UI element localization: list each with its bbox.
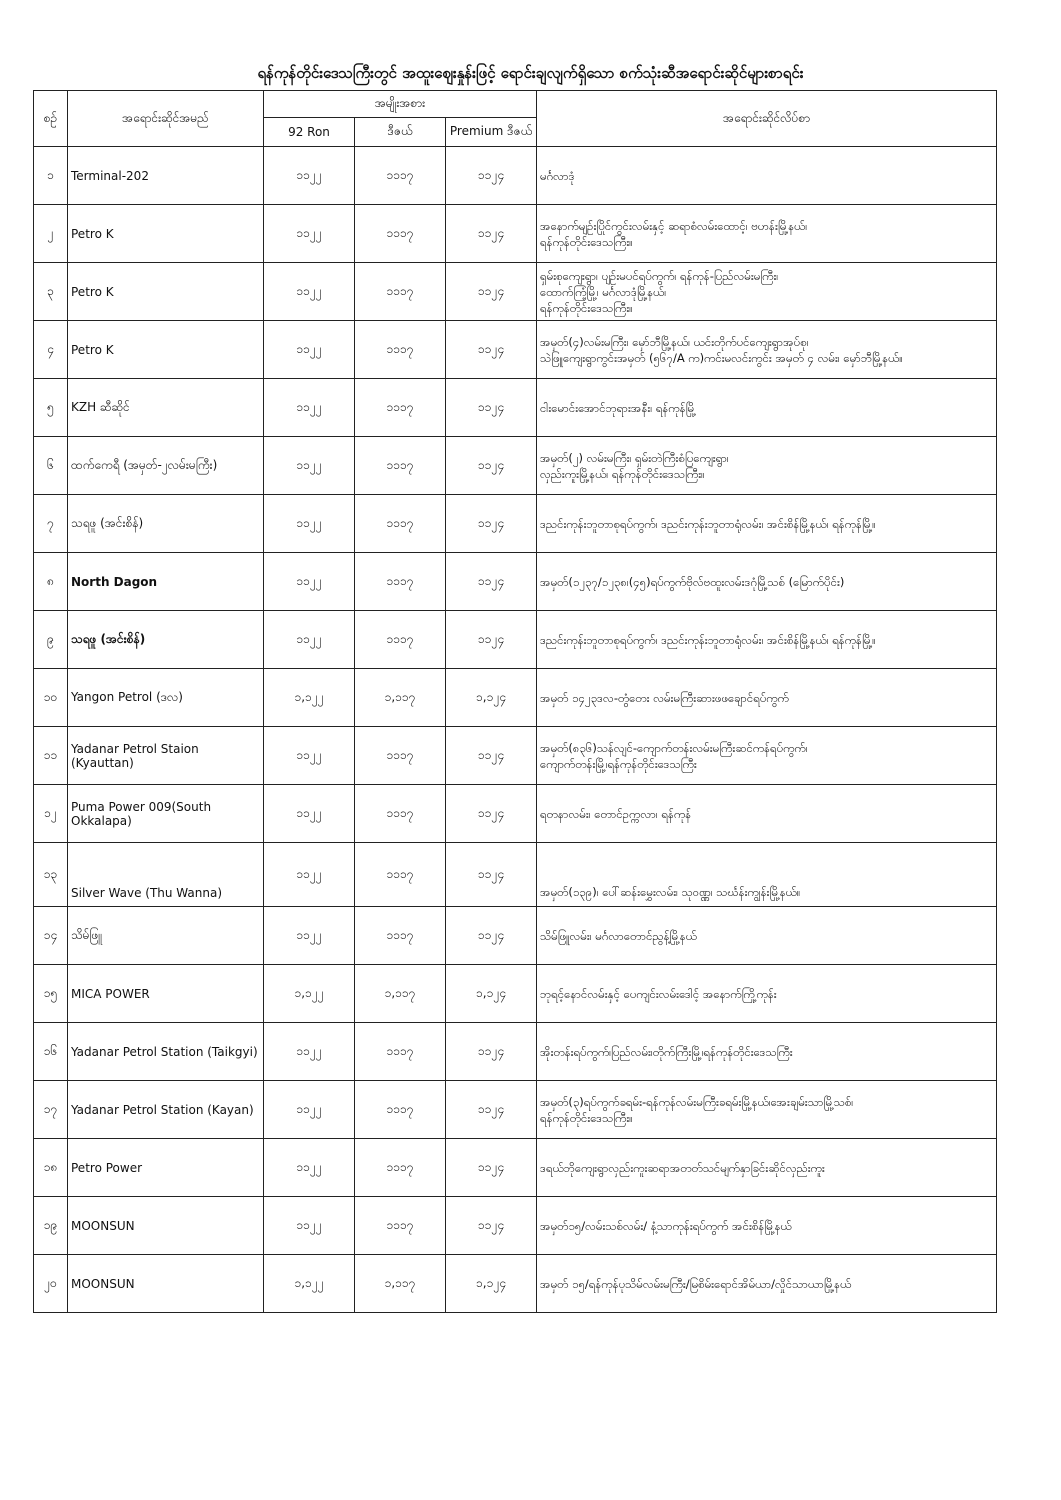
table-body — [34, 147, 997, 1313]
price-ron92: ၁၁၂၂ — [264, 321, 355, 379]
price-diesel: ၁၁၁၇ — [355, 379, 446, 437]
table-row — [34, 669, 997, 727]
price-ron92: ၁၁၂၂ — [264, 785, 355, 843]
row-number: ၁၈ — [34, 1139, 68, 1197]
station-name: Puma Power 009(South Okkalapa) — [68, 785, 264, 843]
price-ron92: ၁၁၂၂ — [264, 1139, 355, 1197]
price-ron92: ၁၁၂၂ — [264, 553, 355, 611]
price-premium-diesel: ၁၁၂၄ — [446, 321, 537, 379]
price-diesel: ၁,၁၁၇ — [355, 1255, 446, 1313]
table-row — [34, 785, 997, 843]
table-row — [34, 205, 997, 263]
price-premium-diesel: ၁၁၂၄ — [446, 785, 537, 843]
header-station-name: အရောင်းဆိုင်အမည် — [68, 91, 264, 147]
station-address: ငါးမောင်းအောင်ဘုရားအနီး၊ ရန်ကုန်မြို့ — [537, 379, 997, 437]
price-premium-diesel: ၁၁၂၄ — [446, 907, 537, 965]
station-name: Petro K — [68, 263, 264, 321]
station-address: အမှတ်(၂) လမ်းမကြီး၊ ရှမ်းတဲကြီးစံပြကျေးရွာ၊ လှည်းကူးမြို့နယ်၊ ရန်ကုန်တိုင်းဒေသကြီး။ — [537, 437, 997, 495]
table-row — [34, 1081, 997, 1139]
table-row — [34, 1023, 997, 1081]
price-diesel: ၁၁၁၇ — [355, 553, 446, 611]
price-ron92: ၁၁၂၂ — [264, 727, 355, 785]
station-address: အနောက်မျဉ်းပြိုင်ကွင်းလမ်းနှင့် ဆရာစံလမ်းထောင့်၊ ဗဟန်းမြို့နယ်၊ ရန်ကုန်တိုင်းဒေသကြီး။ — [537, 205, 997, 263]
price-premium-diesel: ၁၁၂၄ — [446, 263, 537, 321]
station-address: အမှတ်(၃)ရပ်ကွက်ခရမ်း-ရန်ကုန်လမ်းမကြီးခရမ်းမြို့နယ်၊အေးချမ်းသာမြို့သစ်၊ ရန်ကုန်တိုင်းဒေသကြီး။ — [537, 1081, 997, 1139]
price-diesel: ၁၁၁၇ — [355, 843, 446, 907]
station-name: Yadanar Petrol Station (Taikgyi) — [68, 1023, 264, 1081]
row-number: ၅ — [34, 379, 68, 437]
price-diesel: ၁၁၁၇ — [355, 1139, 446, 1197]
price-ron92: ၁,၁၂၂ — [264, 669, 355, 727]
table-row — [34, 965, 997, 1023]
table-row — [34, 1139, 997, 1197]
price-premium-diesel: ၁၁၂၄ — [446, 437, 537, 495]
price-diesel: ၁၁၁၇ — [355, 907, 446, 965]
row-number: ၁၀ — [34, 669, 68, 727]
price-ron92: ၁၁၂၂ — [264, 1023, 355, 1081]
price-premium-diesel: ၁၁၂၄ — [446, 495, 537, 553]
table-row — [34, 321, 997, 379]
station-name: Yadanar Petrol Station (Kayan) — [68, 1081, 264, 1139]
station-address: အိုးတန်းရပ်ကွက်၊ပြည်လမ်း၊တိုက်ကြီးမြို့၊ရန်ကုန်တိုင်းဒေသကြီး — [537, 1023, 997, 1081]
station-name: MOONSUN — [68, 1197, 264, 1255]
price-premium-diesel: ၁၁၂၄ — [446, 611, 537, 669]
table-row — [34, 147, 997, 205]
row-number: ၂၀ — [34, 1255, 68, 1313]
price-diesel: ၁၁၁၇ — [355, 205, 446, 263]
table-row — [34, 843, 997, 907]
station-name: Petro Power — [68, 1139, 264, 1197]
row-number: ၁၅ — [34, 965, 68, 1023]
station-address: မင်္ဂလာဒုံ — [537, 147, 997, 205]
row-number: ၁၁ — [34, 727, 68, 785]
price-diesel: ၁၁၁၇ — [355, 1081, 446, 1139]
station-name: ထက်ကေရီ (အမှတ်-၂လမ်းမကြီး) — [68, 437, 264, 495]
station-name: KZH ဆီဆိုင် — [68, 379, 264, 437]
price-premium-diesel: ၁၁၂၄ — [446, 379, 537, 437]
row-number: ၁၆ — [34, 1023, 68, 1081]
station-name: Petro K — [68, 205, 264, 263]
station-address: အမှတ် ၁၄၂၃ဒလ-တွံတေး လမ်းမကြီးဆားဖဖချောင်ရပ်ကွက် — [537, 669, 997, 727]
price-ron92: ၁,၁၂၂ — [264, 1255, 355, 1313]
price-ron92: ၁၁၂၂ — [264, 437, 355, 495]
station-address: အမှတ်(၄)လမ်းမကြီး၊ မှော်ဘီမြို့နယ်၊ ယင်းတိုက်ပင်ကျေးရွာအုပ်စု၊ သဲဖြူကျေးရွာကွင်းအမှတ် (၅၆၇/A က)ကင်းမလင်းကွင်း အမှတ် ၄ လမ်း၊ မှော်ဘီမြို့နယ်။ — [537, 321, 997, 379]
table-row — [34, 1197, 997, 1255]
price-diesel: ၁,၁၁၇ — [355, 965, 446, 1023]
row-number: ၆ — [34, 437, 68, 495]
price-premium-diesel: ၁,၁၂၄ — [446, 1255, 537, 1313]
row-number: ၃ — [34, 263, 68, 321]
station-address: အမှတ်(၁၂၃၇/၁၂၃၈၊(၄၅)ရပ်ကွက်ဗိုလ်ဗထူးလမ်းဒဂုံမြို့သစ် (မြောက်ပိုင်း) — [537, 553, 997, 611]
station-name: သရဖူ (အင်းစိန်) — [68, 495, 264, 553]
table-row — [34, 379, 997, 437]
table-row — [34, 263, 997, 321]
price-premium-diesel: ၁၁၂၄ — [446, 205, 537, 263]
station-name: Yangon Petrol (ဒလ) — [68, 669, 264, 727]
station-address: ဒရယ်ဘိုကျေးရွာလှည်းကူးဆရာအတတ်သင်မျက်နှာခြင်းဆိုင်လှည်းကူး — [537, 1139, 997, 1197]
header-premium-diesel: Premium ဒီဇယ် — [446, 118, 537, 147]
price-ron92: ၁၁၂၂ — [264, 1081, 355, 1139]
price-premium-diesel: ၁၁၂၄ — [446, 727, 537, 785]
price-premium-diesel: ၁၁၂၄ — [446, 147, 537, 205]
station-address: ဒညင်းကုန်းဘူတာစုရပ်ကွက်၊ ဒညင်းကုန်းဘူတာရုံလမ်း၊ အင်းစိန်မြို့နယ်၊ ရန်ကုန်မြို့။ — [537, 495, 997, 553]
page-title: ရန်ကုန်တိုင်းဒေသကြီးတွင် အထူးဈေးနှုန်းဖြင့် ရောင်းချလျက်ရှိသော စက်သုံးဆီအရောင်းဆိုင်များစာရင်း — [257, 64, 804, 82]
price-diesel: ၁၁၁၇ — [355, 785, 446, 843]
table-row — [34, 495, 997, 553]
price-premium-diesel: ၁၁၂၄ — [446, 1139, 537, 1197]
station-name: MICA POWER — [68, 965, 264, 1023]
station-address: အမှတ်၁၅/လမ်းသစ်လမ်း/ နံ့သာကုန်းရပ်ကွက် အင်းစိန်မြို့နယ် — [537, 1197, 997, 1255]
price-ron92: ၁၁၂၂ — [264, 907, 355, 965]
row-number: ၂ — [34, 205, 68, 263]
station-address: အမှတ် ၁၅/ရန်ကုန်ပုသိမ်လမ်းမကြီး/မြစိမ်းရောင်အိမ်ယာ/လှိုင်သာယာမြို့နယ် — [537, 1255, 997, 1313]
station-address: ဘုရင့်နောင်လမ်းနှင့် ပေကျင်းလမ်းဒေါင့် အနောက်ကြို့ကုန်း — [537, 965, 997, 1023]
price-ron92: ၁၁၂၂ — [264, 1197, 355, 1255]
station-address: အမှတ်(၁၃၉)၊ ပေါ်ဆန်းမွှေးလမ်း၊ သုဝဏ္ဏ၊ သင်္ဃန်းကျွန်းမြို့နယ်။ — [537, 843, 997, 907]
row-number: ၁၂ — [34, 785, 68, 843]
price-premium-diesel: ၁၁၂၄ — [446, 1081, 537, 1139]
price-diesel: ၁,၁၁၇ — [355, 669, 446, 727]
table-row — [34, 1255, 997, 1313]
station-address: ရှမ်းစုကျေးရွာ၊ ပျဉ်းမပင်ရပ်ကွက်၊ ရန်ကုန်-ပြည်လမ်းမကြီး၊ ထောက်ကြံ့မြို့၊ မင်္ဂလာဒုံမြို့နယ်၊ ရန်ကုန်တိုင်းဒေသကြီး။ — [537, 263, 997, 321]
station-name: MOONSUN — [68, 1255, 264, 1313]
price-ron92: ၁၁၂၂ — [264, 263, 355, 321]
table-row — [34, 437, 997, 495]
price-diesel: ၁၁၁၇ — [355, 495, 446, 553]
fuel-station-table — [33, 90, 997, 1313]
row-number: ၈ — [34, 553, 68, 611]
station-name: North Dagon — [68, 553, 264, 611]
price-premium-diesel: ၁၁၂၄ — [446, 1197, 537, 1255]
row-number: ၁၇ — [34, 1081, 68, 1139]
station-name: Silver Wave (Thu Wanna) — [68, 843, 264, 907]
price-diesel: ၁၁၁၇ — [355, 611, 446, 669]
row-number: ၁၄ — [34, 907, 68, 965]
price-ron92: ၁၁၂၂ — [264, 843, 355, 907]
row-number: ၁၉ — [34, 1197, 68, 1255]
station-address: ဒညင်းကုန်းဘူတာစုရပ်ကွက်၊ ဒညင်းကုန်းဘူတာရုံလမ်း၊ အင်းစိန်မြို့နယ်၊ ရန်ကုန်မြို့။ — [537, 611, 997, 669]
station-name: Yadanar Petrol Staion (Kyauttan) — [68, 727, 264, 785]
station-name: သရဖူ (အင်းစိန်) — [68, 611, 264, 669]
price-ron92: ၁၁၂၂ — [264, 495, 355, 553]
header-address: အရောင်းဆိုင်လိပ်စာ — [537, 91, 997, 147]
price-ron92: ၁၁၂၂ — [264, 611, 355, 669]
price-diesel: ၁၁၁၇ — [355, 321, 446, 379]
row-number: ၉ — [34, 611, 68, 669]
price-diesel: ၁၁၁၇ — [355, 1023, 446, 1081]
price-diesel: ၁၁၁၇ — [355, 727, 446, 785]
station-address: အမှတ်(၈၃၆)သန်လျင်-ကျောက်တန်းလမ်းမကြီးဆင်ကန်ရပ်ကွက်၊ ကျောက်တန်းမြို့၊ရန်ကုန်တိုင်းဒေသကြီး — [537, 727, 997, 785]
table-row — [34, 907, 997, 965]
row-number: ၁ — [34, 147, 68, 205]
table-row — [34, 727, 997, 785]
price-ron92: ၁၁၂၂ — [264, 147, 355, 205]
price-premium-diesel: ၁၁၂၄ — [446, 843, 537, 907]
row-number: ၁၃ — [34, 843, 68, 907]
station-address: ရတနာလမ်း၊ တောင်ဥက္ကလာ၊ ရန်ကုန် — [537, 785, 997, 843]
price-premium-diesel: ၁၁၂၄ — [446, 1023, 537, 1081]
price-diesel: ၁၁၁၇ — [355, 437, 446, 495]
row-number: ၄ — [34, 321, 68, 379]
header-no: စဉ် — [34, 91, 68, 147]
table-row — [34, 553, 997, 611]
row-number: ၇ — [34, 495, 68, 553]
price-diesel: ၁၁၁၇ — [355, 263, 446, 321]
price-ron92: ၁၁၂၂ — [264, 205, 355, 263]
table-row — [34, 611, 997, 669]
price-ron92: ၁၁၂၂ — [264, 379, 355, 437]
price-premium-diesel: ၁,၁၂၄ — [446, 669, 537, 727]
station-address: သိမ်ဖြူလမ်း၊ မင်္ဂလာတောင်ညွန့်မြို့နယ် — [537, 907, 997, 965]
price-premium-diesel: ၁,၁၂၄ — [446, 965, 537, 1023]
station-name: Terminal-202 — [68, 147, 264, 205]
price-diesel: ၁၁၁၇ — [355, 147, 446, 205]
header-ron92: 92 Ron — [264, 118, 355, 147]
header-diesel: ဒီဇယ် — [355, 118, 446, 147]
header-row — [34, 91, 997, 118]
header-fuel-type: အမျိုးအစား — [264, 91, 537, 118]
price-premium-diesel: ၁၁၂၄ — [446, 553, 537, 611]
station-name: သိမ်ဖြူ — [68, 907, 264, 965]
station-name: Petro K — [68, 321, 264, 379]
price-diesel: ၁၁၁၇ — [355, 1197, 446, 1255]
price-ron92: ၁,၁၂၂ — [264, 965, 355, 1023]
